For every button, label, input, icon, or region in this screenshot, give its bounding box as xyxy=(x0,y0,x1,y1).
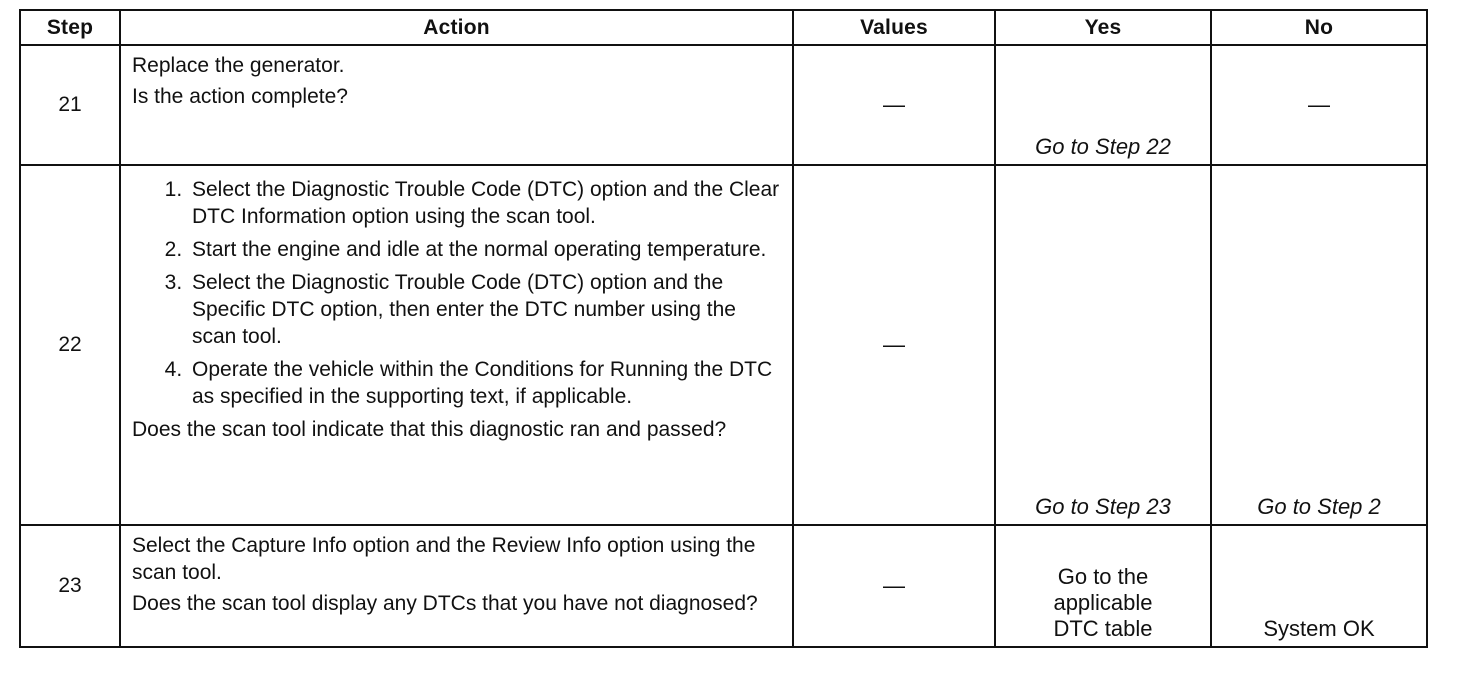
action-step-item: 2. Start the engine and idle at the normal operating temperature. xyxy=(188,236,780,263)
values-cell: — xyxy=(793,45,995,165)
step-number: 21 xyxy=(20,45,120,165)
values-cell: — xyxy=(793,165,995,525)
action-cell xyxy=(120,45,793,165)
action-cell xyxy=(120,165,793,525)
no-cell xyxy=(1211,525,1427,647)
header-action: Action xyxy=(120,10,793,45)
action-text: Replace the generator. xyxy=(132,54,345,77)
no-outcome: System OK xyxy=(1263,616,1375,641)
no-goto-link[interactable]: Go to Step 2 xyxy=(1257,494,1381,519)
table-row xyxy=(20,45,1427,165)
action-steps-list xyxy=(132,176,780,410)
yes-goto-link[interactable]: Go to Step 22 xyxy=(1035,134,1171,159)
header-yes: Yes xyxy=(995,10,1211,45)
header-no: No xyxy=(1211,10,1427,45)
table-row xyxy=(20,165,1427,525)
yes-outcome[interactable]: Go to the applicable DTC table xyxy=(1053,564,1153,641)
action-question: Does the scan tool display any DTCs that you have not diagnosed? xyxy=(132,592,758,615)
yes-cell xyxy=(995,45,1211,165)
table-row xyxy=(20,525,1427,647)
action-step-item: 4. Operate the vehicle within the Conditions for Running the DTC as specified in the supporting text, if applicable. xyxy=(188,356,780,410)
step-number: 22 xyxy=(20,165,120,525)
header-row xyxy=(20,10,1427,45)
no-cell xyxy=(1211,45,1427,165)
header-step: Step xyxy=(20,10,120,45)
action-question: Is the action complete? xyxy=(132,85,348,108)
yes-cell xyxy=(995,165,1211,525)
values-cell: — xyxy=(793,525,995,647)
action-question: Does the scan tool indicate that this diagnostic ran and passed? xyxy=(132,418,727,441)
step-number: 23 xyxy=(20,525,120,647)
yes-cell xyxy=(995,525,1211,647)
action-step-item: 1. Select the Diagnostic Trouble Code (DTC) option and the Clear DTC Information option using the scan tool. xyxy=(188,176,780,230)
header-values: Values xyxy=(793,10,995,45)
no-cell xyxy=(1211,165,1427,525)
no-value: — xyxy=(1308,92,1330,117)
action-cell xyxy=(120,525,793,647)
diagnostic-table xyxy=(19,9,1428,648)
yes-goto-link[interactable]: Go to Step 23 xyxy=(1035,494,1171,519)
action-step-item: 3. Select the Diagnostic Trouble Code (DTC) option and the Specific DTC option, then enter the DTC number using the scan tool. xyxy=(188,269,780,350)
action-text: Select the Capture Info option and the Review Info option using the scan tool. xyxy=(132,534,756,584)
